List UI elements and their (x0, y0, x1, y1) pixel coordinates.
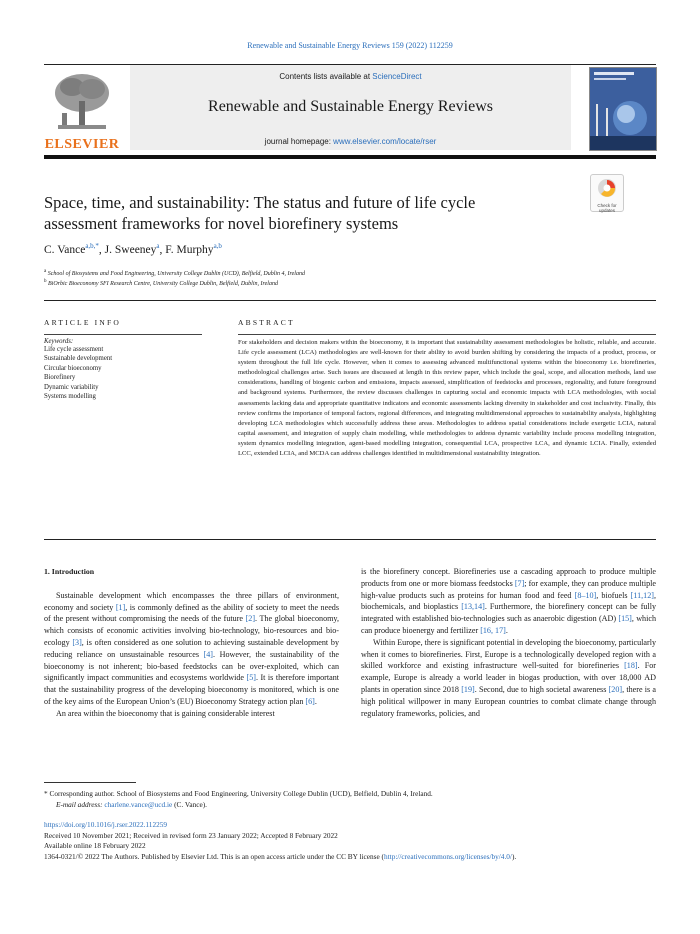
author-affiliation-marks[interactable]: a (156, 242, 160, 250)
paragraph-text: . (505, 625, 508, 635)
body-column-left (44, 566, 339, 720)
affiliation-text: School of Biosystems and Food Engineering, University College Dublin (UCD), Belfield, Dublin 4, Ireland (47, 271, 305, 277)
citation-link[interactable]: [7] (514, 578, 525, 588)
author-name[interactable]: F. Murphy (165, 244, 214, 256)
paragraph-text: . Second, due to high societal awareness (474, 684, 609, 694)
citation-link[interactable]: [18] (624, 661, 638, 671)
license-prefix: 1364-0321/© 2022 The Authors. Published by Elsevier Ltd. This is an open access article under the CC BY license ( (44, 851, 384, 861)
check-updates-icon (597, 178, 617, 198)
author-name[interactable]: C. Vance (44, 244, 86, 256)
citation-link[interactable]: [11,12] (630, 590, 654, 600)
homepage-prefix: journal homepage: (264, 137, 334, 146)
citation-link[interactable]: [4] (203, 649, 213, 659)
check-updates-label: Check for updates (597, 203, 617, 213)
author-email-link[interactable]: charlene.vance@ucd.ie (104, 800, 173, 809)
abstract-heading: ABSTRACT (238, 318, 295, 327)
citation-link[interactable]: [6] (305, 696, 315, 706)
paragraph-text: . The global bioeconomy, which consists of economic activities involving bio-technology, bio-resources and bio-ecology (44, 614, 339, 647)
elsevier-tree-icon (50, 69, 114, 133)
citation-link[interactable]: [13,14] (461, 602, 485, 612)
citation-link[interactable]: [1] (115, 602, 126, 612)
license-suffix: ). (511, 851, 517, 861)
publication-info (44, 820, 516, 862)
abstract (238, 318, 656, 459)
paragraph-text: is the biorefinery concept. Biorefineries use a cascading approach to produce multiple products from one or more biomass feedstocks (361, 567, 656, 588)
citation-link[interactable]: [15] (618, 614, 632, 624)
paragraph-text: , is commonly defined as the ability of society to meet the needs of the present without compromising the needs of the future (44, 602, 339, 624)
journal-cover-art-icon (590, 68, 656, 150)
paragraph-text: Sustainable development which encompasses the three pillars of environment, economy and society (44, 590, 339, 612)
footnote-rule (44, 782, 136, 783)
contents-prefix: Contents lists available at (279, 72, 373, 81)
email-line (56, 800, 207, 809)
article-info (44, 318, 202, 401)
article-title-line: assessment frameworks for novel biorefinery systems (44, 214, 399, 233)
citation-link[interactable]: [8–10] (574, 590, 597, 600)
article-title-line: Space, time, and sustainability: The status and future of life cycle (44, 193, 476, 212)
intro-paragraph (44, 590, 339, 708)
header-divider (44, 300, 656, 301)
article-title (44, 192, 544, 234)
keyword: Dynamic variability (44, 383, 99, 391)
journal-citation-link[interactable]: Renewable and Sustainable Energy Reviews 159 (2022) 112259 (247, 41, 453, 50)
body-column-right (361, 566, 656, 719)
paragraph-text: . Furthermore, the biorefinery concept can be fully integrated with established bio-technologies such as anaerobic digestion (AD) (361, 602, 656, 624)
keyword: Life cycle assessment (44, 346, 104, 353)
paragraph-text: An area within the bioeconomy that is gaining considerable interest (56, 708, 275, 718)
keyword: Sustainable development (44, 355, 113, 363)
paragraph-text: . However, the sustainability of the bioeconomy is not inherent; bio-based feedstocks can be over-exploited, which can significantly impact communities and ecosystems worldwide (44, 649, 339, 683)
corresponding-author-note (44, 789, 433, 798)
online-date: Available online 18 February 2022 (44, 841, 146, 850)
paragraph-text: . It is therefore important that the sustainability progress of the developing bioeconomy is monitored, which is one of the key aims of the European Union’s (EU) Bioeconomy Strategy action plan (44, 673, 339, 706)
article-info-heading: ARTICLE INFO (44, 318, 121, 327)
keywords-label: Keywords: (44, 338, 74, 345)
journal-title: Renewable and Sustainable Energy Reviews (208, 98, 493, 115)
paragraph-text: Within Europe, there is significant potential in developing the bioeconomy, particularly when it comes to biorefineries. First, Europe is a technologically developed region with a skilled workforce and existing infrastructure well-suited for biorefineries (361, 637, 656, 671)
check-for-updates-button[interactable] (590, 174, 624, 212)
affiliation-mark: b (44, 279, 47, 284)
journal-cover-image[interactable] (589, 67, 657, 151)
paragraph-text: . For example, Europe is already a world leader in biogas production, with over 18,000 AD plants in operation since 2018 (361, 661, 656, 694)
affiliation (44, 279, 278, 287)
masthead-bottom-rule (44, 155, 656, 159)
intro-paragraph (361, 637, 656, 720)
keyword: Biorefinery (44, 374, 76, 382)
doi-link[interactable]: https://doi.org/10.1016/j.rser.2022.112259 (44, 820, 168, 829)
paragraph-text: ; for example, they can produce multiple high-value products such as proteins for human food and feed (361, 578, 656, 600)
footnote-mark: * (44, 789, 48, 798)
affiliation (44, 269, 305, 277)
paragraph-text: , there is a high political willpower in many European countries to combat climate change through regulatory frameworks, policies, and (361, 684, 657, 718)
paragraph-text: , which can produce bioenergy and fertilizer (361, 614, 656, 635)
citation-link[interactable]: [16, 17] (480, 625, 506, 635)
email-label: E-mail address: (56, 800, 105, 809)
abstract-text: For stakeholders and decision makers within the bioeconomy, it is important that sustainability assessment methodologies be holistic, reliable, and accurate. Life cycle assessment (LCA) methodologies are well-known for their ability to avoid burden shifting by considering the impacts of a product, process, or system throughout the full life cycle. However, when it comes to assessing advanced multifunctional systems within the bioeconomy i.e. biorefineries, methodological challenges arise. Such issues are discussed at length in this review paper, which include the goal, scope, and allocation methods, land use considerations, handling of biogenic carbon and emissions, impacts assessed, simplification of feedstocks and processes, regionality, and future foreground and background systems. Furthermore, the review discusses challenges in capturing social and economic impacts with LCA methodologies, with social assessments lacking data and appropriate quantitative indicators and economic assessments lacking diversity in stakeholder and cost inclusivity. Finally, this review confirms the importance of temporal factors, regional differences, and integrating multidimensional approaches to sustainability analysis, highlighting developing LCA methodologies which successfully address these areas. Methodologies to address spatial considerations include exergetic LCIA, natural capital assessment, and integration of supply chain modelling, while methodologies to address dynamic variability include process modelling integration, system dynamics modelling integration, agent-based modelling integration, consequential LCA, prospective LCA, and dynamic LCIA. Finally, extended LCC, extended LCIA, and MCDA can address challenges identified in multidimensional sustainability integration. (238, 339, 656, 458)
affiliation-mark: a (44, 269, 47, 274)
received-dates: Received 10 November 2021; Received in revised form 23 January 2022; Accepted 8 February 2022 (44, 830, 338, 840)
citation-link[interactable]: [2] (245, 614, 256, 624)
sciencedirect-link[interactable]: ScienceDirect (372, 72, 422, 81)
publisher-wordmark: ELSEVIER (44, 137, 120, 152)
paragraph-text: . (314, 696, 317, 706)
citation-link[interactable]: [20] (608, 684, 623, 694)
elsevier-logo[interactable] (44, 65, 120, 152)
author-affiliation-marks[interactable]: a,b (213, 242, 222, 250)
abstract-rule (238, 334, 656, 335)
masthead (44, 65, 656, 152)
keyword: Circular bioeconomy (44, 364, 102, 372)
footnote-text: Corresponding author. School of Biosystems and Food Engineering, University College Dublin (UCD), Belfield, Dublin 4, Ireland. (49, 789, 433, 798)
paragraph-text: , biochemicals, and bioplastics (361, 590, 656, 612)
journal-homepage-link[interactable]: www.elsevier.com/locate/rser (333, 137, 437, 146)
homepage-line (130, 137, 571, 146)
intro-paragraph (361, 566, 656, 637)
citation-link[interactable]: [19] (461, 684, 475, 694)
contents-line (130, 72, 571, 81)
author-affiliation-marks[interactable]: a,b,* (85, 242, 99, 250)
paragraph-text: , is often considered as one solution to achieving sustainable development by reducing reliance on unsustainable resources (44, 637, 340, 659)
author-list: C. Vance$^{a,b,*}$, J. Sweeney$^a$, F. Murphy$^{a,b}$ (44, 242, 222, 256)
intro-paragraph (44, 708, 339, 720)
citation-link[interactable]: [5] (246, 673, 256, 683)
license-line (44, 852, 516, 863)
article-info-rule (44, 334, 202, 335)
paragraph-text: , biofuels (596, 590, 631, 600)
body-divider (44, 539, 656, 540)
email-suffix: (C. Vance). (172, 800, 207, 809)
citation-link[interactable]: [3] (72, 637, 82, 647)
affiliation-text: BiOrbic Bioeconomy SFI Research Centre, University College Dublin, Belfield, Dublin, Ireland (48, 281, 278, 287)
keyword: Systems modelling (44, 393, 96, 401)
license-link[interactable]: http://creativecommons.org/licenses/by/4.0/ (384, 851, 512, 861)
section-heading: 1. Introduction (44, 567, 95, 576)
author-name[interactable]: J. Sweeney (104, 244, 157, 256)
masthead-banner (130, 65, 571, 150)
